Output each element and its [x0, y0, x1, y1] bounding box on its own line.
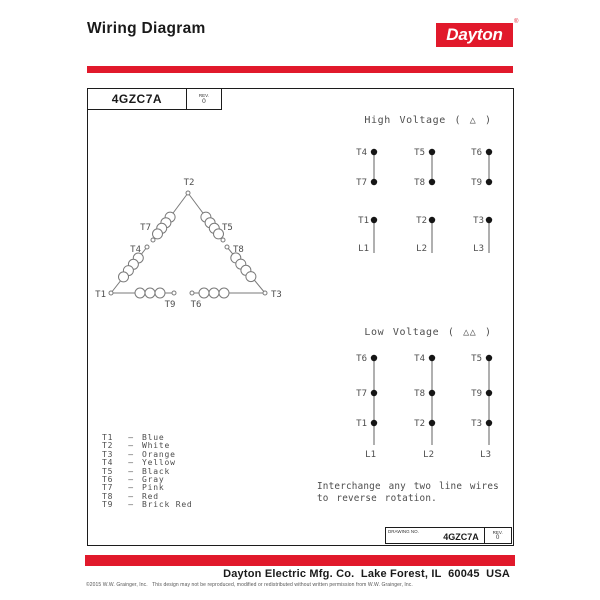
lv-label: T7: [356, 389, 367, 399]
legend-row: T5 — Black: [102, 466, 171, 476]
lv-label: L2: [423, 450, 434, 460]
hv-label: T4: [356, 148, 367, 158]
rev-label: REV.: [198, 93, 209, 98]
low-voltage-wires: [374, 358, 489, 445]
company-address: Dayton Electric Mfg. Co. Lake Forest, IL 60045 USA: [223, 568, 510, 580]
hv-label: T7: [356, 178, 367, 188]
page-title: Wiring Diagram: [87, 20, 206, 37]
low-voltage-title: Low Voltage ( △△ ): [364, 327, 492, 338]
winding-lines: [111, 193, 265, 293]
registered-trademark-icon: ®: [514, 19, 519, 25]
lv-label: T1: [356, 419, 367, 429]
lv-label: T8: [414, 389, 425, 399]
drawing-no-value: 4GZC7A: [443, 531, 479, 542]
dayton-logo: [436, 23, 513, 47]
delta-winding-diagram: [85, 168, 300, 323]
rev-value: 0: [202, 98, 206, 105]
legend-row: T8 — Red: [102, 491, 159, 501]
lv-label: L3: [480, 450, 491, 460]
delta-label-t3: T3: [271, 290, 282, 300]
delta-label-t9: T9: [164, 300, 176, 310]
legend-row: T9 — Brick Red: [102, 500, 193, 510]
delta-label-t2: T2: [183, 178, 195, 188]
lv-label: L1: [365, 450, 376, 460]
lv-label: T9: [471, 389, 482, 399]
model-number: 4GZC7A: [87, 88, 187, 110]
copyright-notice: ©2015 W.W. Grainger, Inc. This design may not be reproduced, modified or redistributed without written permission from W.W. Grainger, Inc.: [86, 582, 413, 588]
drawing-no-cell: [385, 527, 485, 544]
lv-label: T2: [414, 419, 425, 429]
lv-label: T5: [471, 354, 482, 364]
legend-row: T2 — White: [102, 441, 171, 451]
hv-label: T6: [471, 148, 482, 158]
legend-row: T3 — Orange: [102, 449, 176, 459]
legend-row: T4 — Yellow: [102, 458, 176, 468]
legend-row: T6 — Gray: [102, 475, 165, 485]
delta-label-t4: T4: [130, 245, 141, 255]
delta-label-t6: T6: [190, 300, 202, 310]
high-voltage-diagram: [330, 100, 520, 260]
lv-label: T6: [356, 354, 367, 364]
delta-label-t8: T8: [233, 245, 244, 255]
dayton-logo-text: Dayton: [446, 25, 503, 44]
rotation-note-line1: Interchange any two line wires: [317, 481, 499, 492]
title-block-bottom: [385, 527, 512, 544]
lead-color-legend: [102, 434, 193, 510]
high-voltage-wires: [374, 152, 489, 253]
legend-row: T1 — Blue: [102, 433, 165, 442]
hv-label: T8: [414, 178, 425, 188]
hv-label: L2: [416, 244, 427, 254]
delta-label-t1: T1: [95, 290, 106, 300]
rotation-note-line2: to reverse rotation.: [317, 492, 437, 504]
footer-divider-bar: [85, 555, 515, 566]
legend-row: T7 — Pink: [102, 483, 165, 493]
rev-label-bottom: REV.: [492, 529, 503, 535]
drawing-no-label: DRAWING NO.: [388, 529, 419, 534]
hv-label: T9: [471, 178, 482, 188]
hv-label: L3: [473, 244, 484, 254]
rotation-note: [317, 481, 522, 504]
header-divider-bar: [87, 66, 513, 73]
hv-label: T1: [358, 216, 369, 226]
terminal-circles: [109, 191, 267, 295]
low-voltage-diagram: [330, 312, 520, 462]
rev-cell-bottom: [485, 527, 512, 544]
hv-label: T2: [416, 216, 427, 226]
lv-label: T4: [414, 354, 425, 364]
delta-label-t7: T7: [140, 223, 151, 233]
rev-cell: [187, 88, 222, 110]
hv-label: T3: [473, 216, 484, 226]
hv-label: T5: [414, 148, 425, 158]
lv-label: T3: [471, 419, 482, 429]
hv-label: L1: [358, 244, 369, 254]
high-voltage-title: High Voltage ( △ ): [364, 115, 492, 126]
delta-label-t5: T5: [222, 223, 233, 233]
rev-value-bottom: 0: [495, 534, 500, 541]
title-block-top: [87, 88, 222, 108]
coil-loops: [119, 212, 256, 298]
